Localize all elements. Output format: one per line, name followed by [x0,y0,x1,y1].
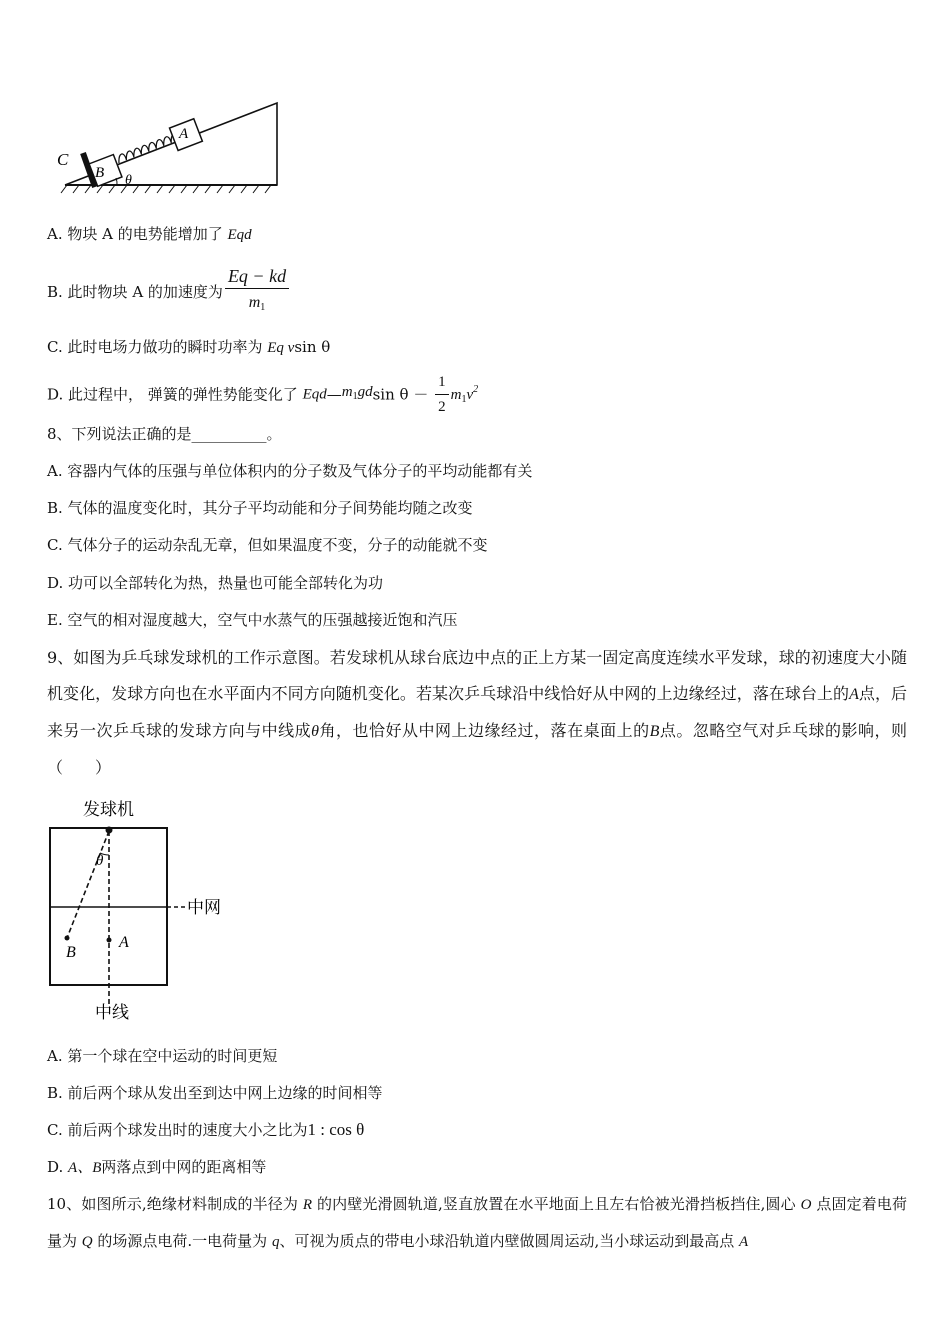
q8-option-e: E. 空气的相对湿度越大，空气中水蒸气的压强越接近饱和汽压 [47,611,458,629]
q9-option-b: B. 前后两个球从发出至到达中网上边缘的时间相等 [47,1084,383,1102]
q8-option-d: D. 功可以全部转化为热，热量也可能全部转化为功 [47,574,384,592]
q9-option-c: C. 前后两个球发出时的速度大小之比为1 : cos θ [47,1120,365,1139]
point-b-label: B [66,944,76,961]
launcher-dot [106,827,113,834]
q9-option-a: A. 第一个球在空中运动的时间更短 [47,1047,278,1065]
label-c: C [57,150,69,169]
incline-figure [55,95,285,195]
ping-pong-figure [40,795,250,1025]
spring [116,133,179,163]
point-a-label: A [119,934,129,951]
net-label: 中网 [187,898,221,917]
q10-stem: 10、如图所示,绝缘材料制成的半径为 R 的内壁光滑圆轨道,竖直放置在水平地面上且左右恰被光滑挡板挡住,圆心 O 点固定着电荷量为 Q 的场源点电荷.一电荷量为 q、可视为质点的带电小球沿轨道内壁做圆周运动,当小球运动到最高点 A [47,1195,908,1250]
q8-stem: 8、下列说法正确的是__________。 [47,425,282,443]
q7-option-d: D. 此过程中， 弹簧的弹性势能变化了 $Eqd—m_1gdsin$ θ － $\frac{1}{2}$ $m_1v^2$ [47,374,479,415]
q8-option-a: A. 容器内气体的压强与单位体积内的分子数及气体分子的平均动能都有关 [47,462,533,480]
launcher-label: 发球机 [83,800,134,819]
q8-option-c: C. 气体分子的运动杂乱无章，但如果温度不变，分子的动能就不变 [47,536,488,554]
q9-option-d: D. A、B两落点到中网的距离相等 [47,1158,267,1176]
point-a-dot [107,938,112,943]
theta-label: θ [96,853,104,869]
q9-stem: 9、如图为乒乓球发球机的工作示意图。若发球机从球台底边中点的正上方某一固定高度连续水平发球，球的初速度大小随机变化，发球方向也在水平面内不同方向随机变化。若某次乒乓球沿中线恰好从中网的上边缘经过，落在球台上的A点，后来另一次乒乓球的发球方向与中线成θ角，也恰好从中网上边缘经过，落在桌面上的B点。忽略空气对乒乓球的影响，则（ ） [47,648,907,777]
label-a: A [179,126,189,142]
q7-b-fraction: $\frac{Eq - kd}{m_1}$ [225,266,289,318]
q7-option-a: A. 物块 A 的电势能增加了 Eqd [47,225,252,243]
q8-option-b: B. 气体的温度变化时，其分子平均动能和分子间势能均随之改变 [47,499,473,517]
label-b: B [95,165,105,181]
q7-option-c: C. 此时电场力做功的瞬时功率为 Eq vsin θ [47,338,331,356]
center-line-label: 中线 [95,1003,129,1022]
q7-option-b: B. 此时物块 A 的加速度为 $\frac{Eq - kd}{m_1}$ [47,266,291,316]
label-theta: θ [125,173,132,188]
point-b-dot [65,936,70,941]
angled-path [67,831,109,938]
